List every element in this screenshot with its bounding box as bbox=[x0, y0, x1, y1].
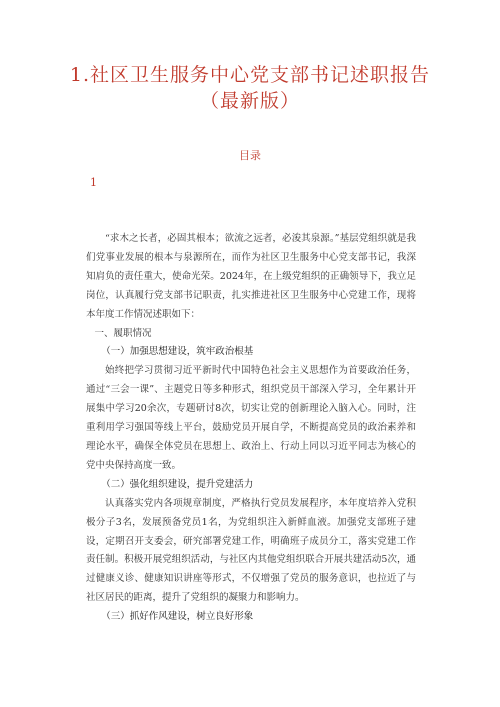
subsection-heading: （三）抓好作风建设，树立良好形象 bbox=[101, 611, 254, 623]
intro-paragraph: “求木之长者，必固其根本；欲流之远者，必浚其泉源。”基层党组织就是我们党事业发展的根本与泉源所在，而作为社区卫生服务中心党支部书记，我深知肩负的责任重大，使命光荣。2024年，在上级党组织的正确领导下，我立足岗位，认真履行党支部书记职责，扎实推进社区卫生服务中心党建工作，现将本年度工作情况述职如下： bbox=[86, 233, 416, 320]
subsection-paragraph: 始终把学习贯彻习近平新时代中国特色社会主义思想作为首要政治任务，通过“三会一课”、主题党日等多种形式，组织党员干部深入学习，全年累计开展集中学习20余次，专题研讨8次，切实让党的创新理论入脑入心。同时，注重利用学习强国等线上平台，鼓励党员开展自学，不断提高党员的政治素养和理论水平，确保全体党员在思想上、政治上、行动上同以习近平同志为核心的党中央保持高度一致。 bbox=[86, 365, 416, 471]
toc-heading: 目录 bbox=[239, 149, 261, 162]
subsection-heading: （二）强化组织建设，提升党建活力 bbox=[101, 478, 254, 490]
document-title: 1.社区卫生服务中心党支部书记述职报告（最新版） bbox=[69, 64, 431, 112]
section-heading: 一、履职情况 bbox=[94, 327, 152, 339]
document-body bbox=[86, 230, 416, 627]
toc-entry[interactable]: 1 bbox=[90, 176, 97, 189]
subsection-paragraph: 认真落实党内各项规章制度，严格执行党员发展程序，本年度培养入党积极分子3名，发展预备党员1名，为党组织注入新鲜血液。加强党支部班子建设，定期召开支委会，研究部署党建工作，明确班子成员分工，落实党建工作责任制。积极开展党组织活动，与社区内其他党组织联合开展共建活动5次，通过健康义诊、健康知识讲座等形式，不仅增强了党员的服务意识，也拉近了与社区居民的距离，提升了党组织的凝聚力和影响力。 bbox=[86, 497, 416, 604]
subsection-heading: （一）加强思想建设，筑牢政治根基 bbox=[101, 346, 254, 358]
